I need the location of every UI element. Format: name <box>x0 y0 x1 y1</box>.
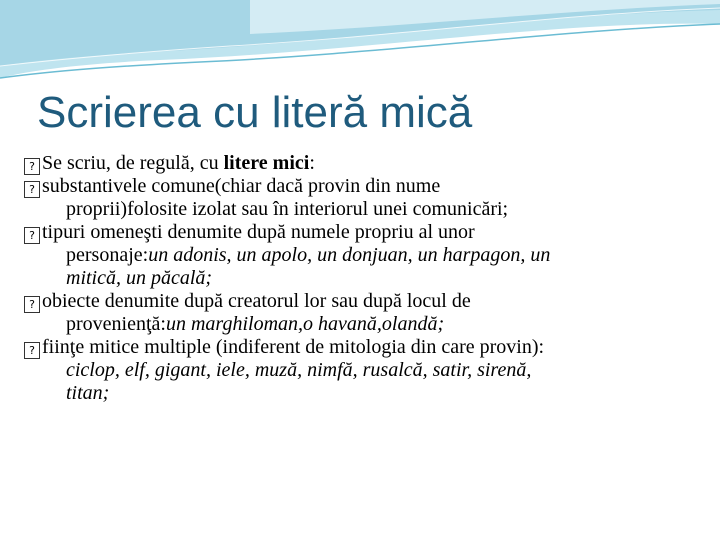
intro-bold-text: litere mici <box>223 152 310 174</box>
example-text: titan; <box>66 382 110 404</box>
item-text: fiinţe mitice multiple (indiferent de mitologia din care provin): <box>42 336 545 358</box>
item-text: obiecte denumite după creatorul lor sau după locul de <box>42 290 471 312</box>
item-text: proprii)folosite izolat sau în interiorul unei comunicări; <box>66 198 509 220</box>
list-item <box>24 222 694 245</box>
list-item-continuation <box>24 245 694 268</box>
bullet-icon: ? <box>24 158 40 175</box>
list-item-continuation <box>24 268 694 291</box>
item-text: tipuri omeneşti denumite după numele propriu al unor <box>42 221 475 243</box>
slide-title: Scrierea cu literă mică <box>37 88 473 137</box>
item-text: substantivele comune(chiar dacă provin din nume <box>42 175 441 197</box>
item-text: provenienţă: <box>66 313 166 335</box>
bullet-icon: ? <box>24 342 40 359</box>
intro-end: : <box>309 152 315 174</box>
list-item-continuation <box>24 383 694 406</box>
example-text: un adonis, un apolo, un donjuan, un harpagon, un <box>148 244 551 266</box>
intro-text: Se scriu, de regulă, cu <box>42 152 224 174</box>
list-item-continuation <box>24 314 694 337</box>
list-item <box>24 153 694 176</box>
list-item <box>24 337 694 360</box>
list-item-continuation <box>24 199 694 222</box>
list-item-continuation <box>24 360 694 383</box>
example-text: mitică, un păcală; <box>66 267 213 289</box>
header-wave-decoration <box>0 0 720 90</box>
list-item <box>24 176 694 199</box>
list-item <box>24 291 694 314</box>
bullet-icon: ? <box>24 227 40 244</box>
example-text: un marghiloman,o havană,olandă; <box>165 313 445 335</box>
item-text: personaje: <box>66 244 149 266</box>
bullet-icon: ? <box>24 181 40 198</box>
bullet-list <box>24 153 694 406</box>
bullet-icon: ? <box>24 296 40 313</box>
example-text: ciclop, elf, gigant, iele, muză, nimfă, rusalcă, satir, sirenă, <box>66 359 532 381</box>
